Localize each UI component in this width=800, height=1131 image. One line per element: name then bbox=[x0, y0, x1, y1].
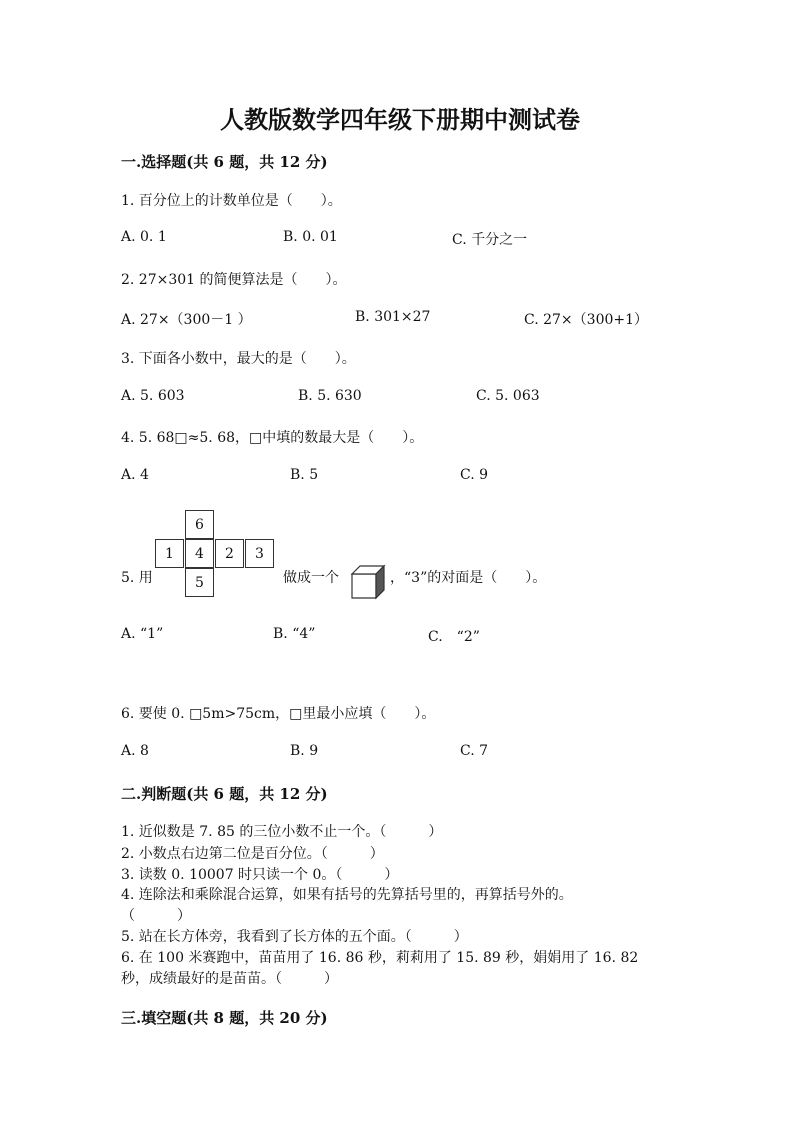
judge-item-3: 3. 读数 0. 10007 时只读一个 0。（ ） bbox=[121, 867, 399, 883]
question-1-option-c: C. 千分之一 bbox=[452, 232, 528, 248]
question-5-option-c: C. “2” bbox=[428, 629, 480, 645]
section-heading-fill-blank: 三.填空题(共 8 题，共 20 分) bbox=[121, 1009, 328, 1027]
question-5-suffix: ，“3”的对面是（ ）。 bbox=[390, 570, 547, 586]
question-2-option-a: A. 27×（300－1 ） bbox=[121, 312, 252, 328]
judge-item-4: 4. 连除法和乘除混合运算，如果有括号的先算括号里的，再算括号外的。 bbox=[121, 887, 573, 903]
section-heading-true-false: 二.判断题(共 6 题，共 12 分) bbox=[121, 785, 328, 803]
question-5-option-b: B. “4” bbox=[273, 626, 316, 642]
question-4-stem: 4. 5. 68□≈5. 68，□中填的数最大是（ ）。 bbox=[121, 430, 424, 446]
cube-icon bbox=[350, 564, 386, 600]
judge-item-6-continued: 秒，成绩最好的是苗苗。（ ） bbox=[121, 971, 338, 987]
net-cell-left: 1 bbox=[155, 539, 184, 568]
question-6-option-b: B. 9 bbox=[290, 743, 319, 759]
section-heading-choice: 一.选择题(共 6 题，共 12 分) bbox=[121, 153, 328, 171]
question-1-option-b: B. 0. 01 bbox=[283, 229, 338, 245]
question-3-option-b: B. 5. 630 bbox=[298, 388, 362, 404]
question-4-option-c: C. 9 bbox=[460, 467, 489, 483]
judge-item-2: 2. 小数点右边第二位是百分位。（ ） bbox=[121, 846, 384, 862]
question-1-option-a: A. 0. 1 bbox=[121, 229, 167, 245]
question-2-stem: 2. 27×301 的简便算法是（ ）。 bbox=[121, 272, 347, 288]
question-2-option-c: C. 27×（300+1） bbox=[524, 312, 649, 328]
question-5-prefix: 5. 用 bbox=[121, 570, 153, 586]
judge-item-6: 6. 在 100 米赛跑中，苗苗用了 16. 86 秒，莉莉用了 15. 89 秒，娟娟用了 16. 82 bbox=[121, 950, 639, 966]
question-6-option-c: C. 7 bbox=[460, 743, 489, 759]
net-cell-bottom: 5 bbox=[185, 568, 214, 597]
net-cell-right-1: 2 bbox=[215, 539, 244, 568]
question-3-stem: 3. 下面各小数中，最大的是（ ）。 bbox=[121, 351, 356, 367]
question-3-option-c: C. 5. 063 bbox=[476, 388, 540, 404]
net-cell-top: 6 bbox=[185, 510, 214, 539]
judge-item-4-bracket: （ ） bbox=[121, 908, 191, 924]
question-1-stem: 1. 百分位上的计数单位是（ ）。 bbox=[121, 193, 342, 209]
question-6-option-a: A. 8 bbox=[121, 743, 149, 759]
judge-item-1: 1. 近似数是 7. 85 的三位小数不止一个。（ ） bbox=[121, 824, 443, 840]
page-title: 人教版数学四年级下册期中测试卷 bbox=[220, 105, 580, 134]
question-5-middle: 做成一个 bbox=[283, 570, 339, 586]
question-4-option-b: B. 5 bbox=[290, 467, 319, 483]
question-6-stem: 6. 要使 0. □5m>75cm，□里最小应填（ ）。 bbox=[121, 706, 436, 722]
question-4-option-a: A. 4 bbox=[121, 467, 149, 483]
net-cell-right-2: 3 bbox=[245, 539, 274, 568]
question-5-option-a: A. “1” bbox=[121, 626, 164, 642]
judge-item-5: 5. 站在长方体旁，我看到了长方体的五个面。（ ） bbox=[121, 929, 468, 945]
question-3-option-a: A. 5. 603 bbox=[121, 388, 185, 404]
net-cell-center: 4 bbox=[185, 539, 214, 568]
question-2-option-b: B. 301×27 bbox=[355, 309, 431, 325]
